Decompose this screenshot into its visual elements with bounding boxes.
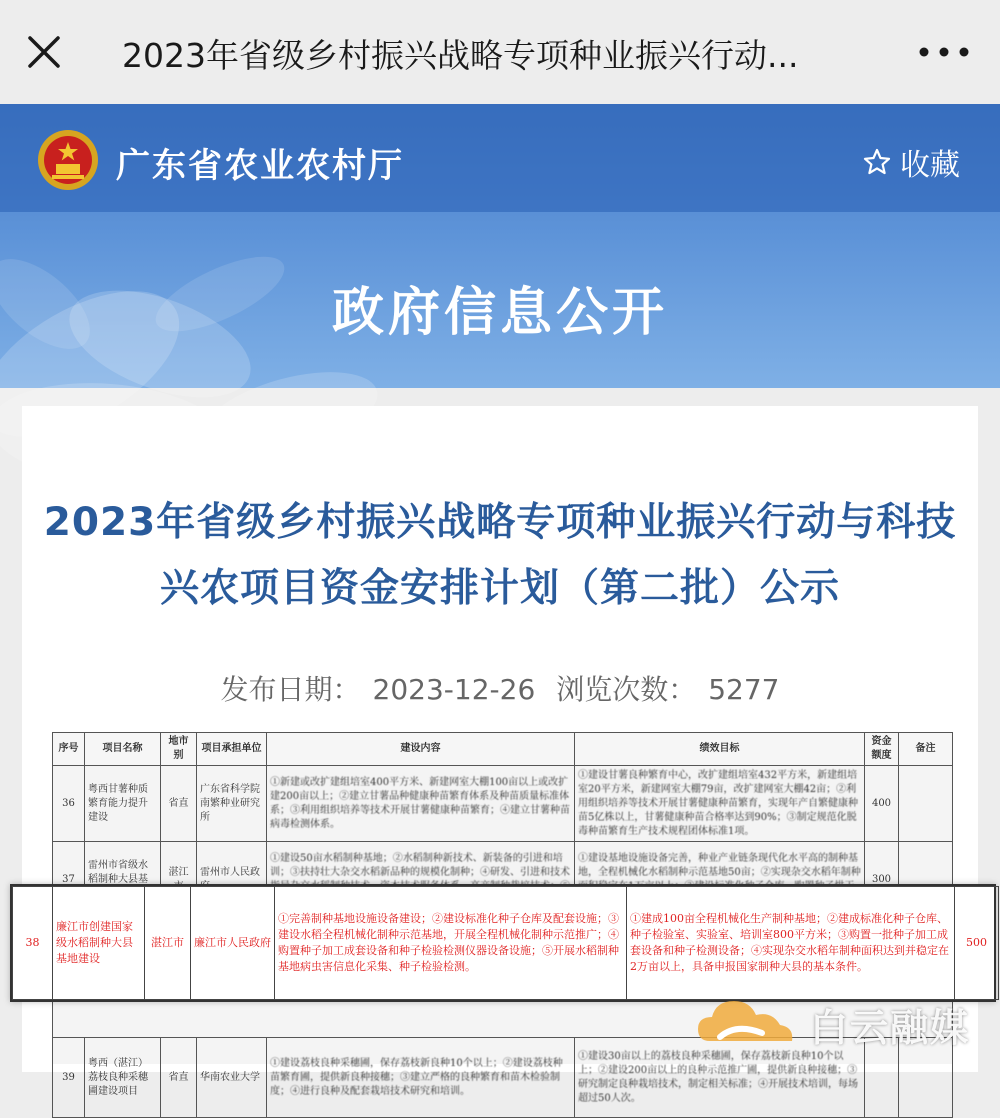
col-header: 建设内容 xyxy=(267,733,575,766)
row-name: 粤西甘薯种质繁育能力提升建设 xyxy=(85,766,161,842)
row-name: 粤西（湛江）荔枝良种采穗圃建设项目 xyxy=(85,1038,161,1118)
table-header-row xyxy=(53,733,953,766)
row-content: ①建设荔枝良种采穗圃，保存荔枝新良种10个以上；②建设荔枝种苗繁育圃，提供新良种接穗；③建立严格的良种繁育和苗木检验制度；④进行良种及配套栽培技术研究和培训。 xyxy=(267,1038,575,1118)
row-no: 36 xyxy=(53,766,85,842)
row-no: 38 xyxy=(13,887,53,1000)
top-bar xyxy=(0,0,1000,104)
row-content: ①完善制种基地设施设备建设；②建设标准化种子仓库及配套设施；③建设水稻全程机械化制种示范基地，开展全程机械化制种示范推广；④购置种子加工成套设备和种子检验检测仪器设备设施；⑤开展水稻制种基地病虫害信息化采集、种子检验检测。 xyxy=(275,887,627,1000)
col-header: 项目承担单位 xyxy=(197,733,267,766)
more-dots-icon xyxy=(914,34,974,70)
publish-date-label: 发布日期： xyxy=(220,673,361,706)
publish-date: 2023-12-26 xyxy=(372,673,536,706)
row-amount: 400 xyxy=(865,766,899,842)
page-title: 2023年省级乡村振兴战略专项种业振兴行动... xyxy=(122,36,799,75)
row-unit: 广东省科学院南繁种业研究所 xyxy=(197,766,267,842)
row-target: ①建设基地设施设备完善，种业产业链条现代化水平高的制种基地，全程机械化水稻制种示范基地50亩；②实现杂交水稻年制种 xyxy=(575,842,865,918)
col-header: 资金额度 xyxy=(865,733,899,766)
row-target: ①建设甘薯良种繁育中心，改扩建组培室432平方米，新建组培室20平方米，新建网室大棚79亩，改扩建网室大棚42亩；②利用组织培养等技术开展甘薯健康种苗繁育，实现年产自繁健康种苗5亿株以上，甘薯健康种苗合格率达到90%；③制定规范化脱毒种苗繁育生产技术规程团体标准1项。 xyxy=(575,766,865,842)
row-amount: 300 xyxy=(865,842,899,918)
table-row xyxy=(53,766,953,842)
favorite-button[interactable] xyxy=(862,140,960,184)
row-city: 湛江市 xyxy=(145,887,191,1000)
cloud-logo-icon xyxy=(690,989,800,1059)
row-content: ①建设50亩水稻制种基地；②水稻制种新技术、新装备的引进和培训；③扶持壮大杂交水稻新品种的规模化制种；④研发、引进和技术 xyxy=(267,842,575,918)
row-unit: 廉江市人民政府 xyxy=(191,887,275,1000)
row-unit: 华南农业大学 xyxy=(197,1038,267,1118)
banner-title: 政府信息公开 xyxy=(331,283,668,343)
col-header: 项目名称 xyxy=(85,733,161,766)
more-options-button[interactable] xyxy=(914,34,974,70)
row-no: 39 xyxy=(53,1038,85,1118)
favorite-label: 收藏 xyxy=(900,148,960,183)
close-button[interactable] xyxy=(22,30,66,74)
row-name: 雷州市省级水稻制种大县基 xyxy=(85,842,161,918)
article-title-line2: 兴农项目资金安排计划（第二批）公示 xyxy=(159,566,840,611)
row-amount: 500 xyxy=(955,887,999,1000)
article-title xyxy=(22,490,978,622)
row-city: 省直 xyxy=(161,1038,197,1118)
views-count: 5277 xyxy=(708,673,780,706)
row-no: 37 xyxy=(53,842,85,918)
row-remark xyxy=(899,766,953,842)
row-city: 省直 xyxy=(161,766,197,842)
col-header: 备注 xyxy=(899,733,953,766)
watermark xyxy=(690,984,990,1064)
highlighted-row-table xyxy=(12,886,999,1000)
org-name[interactable]: 广东省农业农村厅 xyxy=(116,146,404,186)
col-header: 地市别 xyxy=(161,733,197,766)
row-name: 廉江市创建国家级水稻制种大县基地建设 xyxy=(53,887,145,1000)
row-unit: 雷州市人民政 xyxy=(197,842,267,918)
watermark-text: 白云融媒 xyxy=(810,1005,971,1050)
star-icon xyxy=(862,147,892,177)
article-title-line1: 2023年省级乡村振兴战略专项种业振兴行动与科技 xyxy=(43,500,957,545)
close-icon xyxy=(22,30,66,74)
col-header: 绩效目标 xyxy=(575,733,865,766)
article-meta xyxy=(22,668,978,708)
row-content: ①新建或改扩建组培室400平方米、新建网室大棚100亩以上或改扩建200亩以上；②建立甘薯品种健康种苗繁育体系及种苗质量标准体系；③利用组织培养等技术开展甘薯健康种苗繁育；④建立甘薯种苗病毒检测体系。 xyxy=(267,766,575,842)
emblem-icon xyxy=(36,128,100,192)
row-target: ①建成100亩全程机械化生产制种基地；②建成标准化种子仓库、种子检验室、实验室、培训室800平方米；③购置一批种子加工成套设备和种子检测设备；④实现杂交水稻年制种面积达到并稳定在2万亩以上，具备申报国家制种大县的基本条件。 xyxy=(627,887,955,1000)
views-label: 浏览次数： xyxy=(556,673,697,706)
row-city: 湛江 xyxy=(161,842,197,918)
col-header: 序号 xyxy=(53,733,85,766)
row-target: ①建设30亩以上的荔枝良种采穗圃，保存荔枝新良种10个以上；②建设200亩以上的良种示范推广圃，提供新良种接穗；③研究制定良种栽培技术，制定相关标准；④开展技术培训，每场超过50人次。 xyxy=(575,1038,865,1118)
